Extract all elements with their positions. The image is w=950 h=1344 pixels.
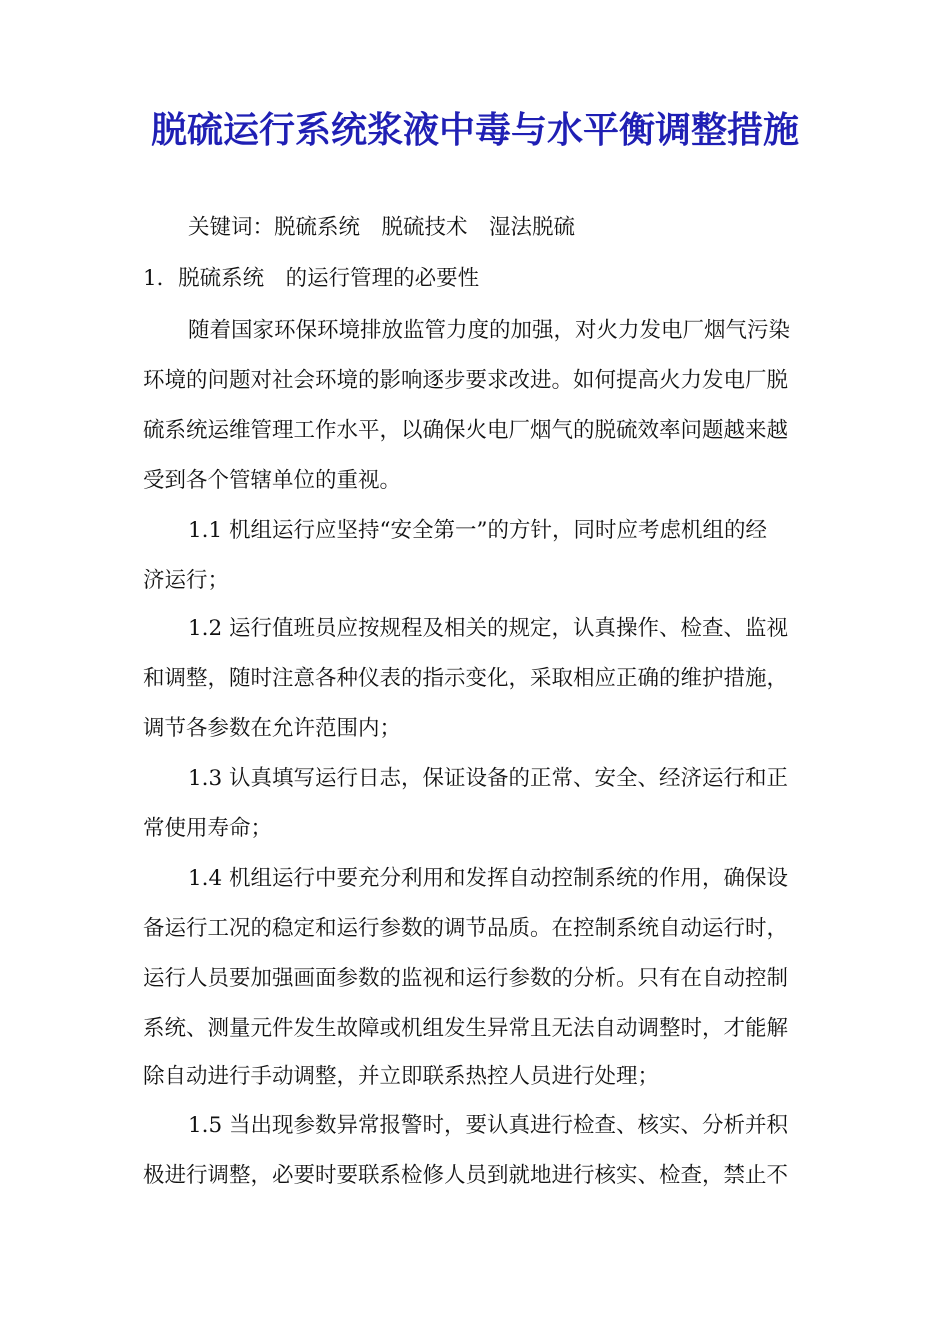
paragraph-line: 常使用寿命； [143,816,273,841]
paragraph-line: 调节各参数在允许范围内； [143,716,402,741]
paragraph-line: 硫系统运维管理工作水平，以确保火电厂烟气的脱硫效率问题越来越 [143,418,789,443]
paragraph-line: 环境的问题对社会环境的影响逐步要求改进。如何提高火力发电厂脱 [143,368,789,393]
document-title: 脱硫运行系统浆液中毒与水平衡调整措施 [150,109,799,151]
paragraph-line: 随着国家环保环境排放监管力度的加强，对火力发电厂烟气污染 [188,318,791,343]
paragraph-line: 1.4 机组运行中要充分利用和发挥自动控制系统的作用，确保设 [188,866,789,891]
section-heading: 1．脱硫系统 的运行管理的必要性 [143,266,480,291]
paragraph-line: 系统、测量元件发生故障或机组发生异常且无法自动调整时，才能解 [143,1016,789,1041]
paragraph-line: 1.2 运行值班员应按规程及相关的规定，认真操作、检查、监视 [188,616,789,641]
paragraph-line: 济运行； [143,568,230,593]
keywords-line: 关键词：脱硫系统 脱硫技术 湿法脱硫 [188,215,576,240]
paragraph-line: 和调整，随时注意各种仪表的指示变化，采取相应正确的维护措施， [143,666,789,691]
paragraph-line: 受到各个管辖单位的重视。 [143,468,402,493]
paragraph-line: 1.5 当出现参数异常报警时，要认真进行检查、核实、分析并积 [188,1113,789,1138]
paragraph-line: 1.1 机组运行应坚持“安全第一”的方针，同时应考虑机组的经 [188,518,768,543]
paragraph-line: 1.3 认真填写运行日志，保证设备的正常、安全、经济运行和正 [188,766,789,791]
paragraph-line: 极进行调整，必要时要联系检修人员到就地进行核实、检查，禁止不 [143,1163,789,1188]
paragraph-line: 除自动进行手动调整，并立即联系热控人员进行处理； [143,1064,660,1089]
paragraph-line: 备运行工况的稳定和运行参数的调节品质。在控制系统自动运行时， [143,916,789,941]
paragraph-line: 运行人员要加强画面参数的监视和运行参数的分析。只有在自动控制 [143,966,789,991]
